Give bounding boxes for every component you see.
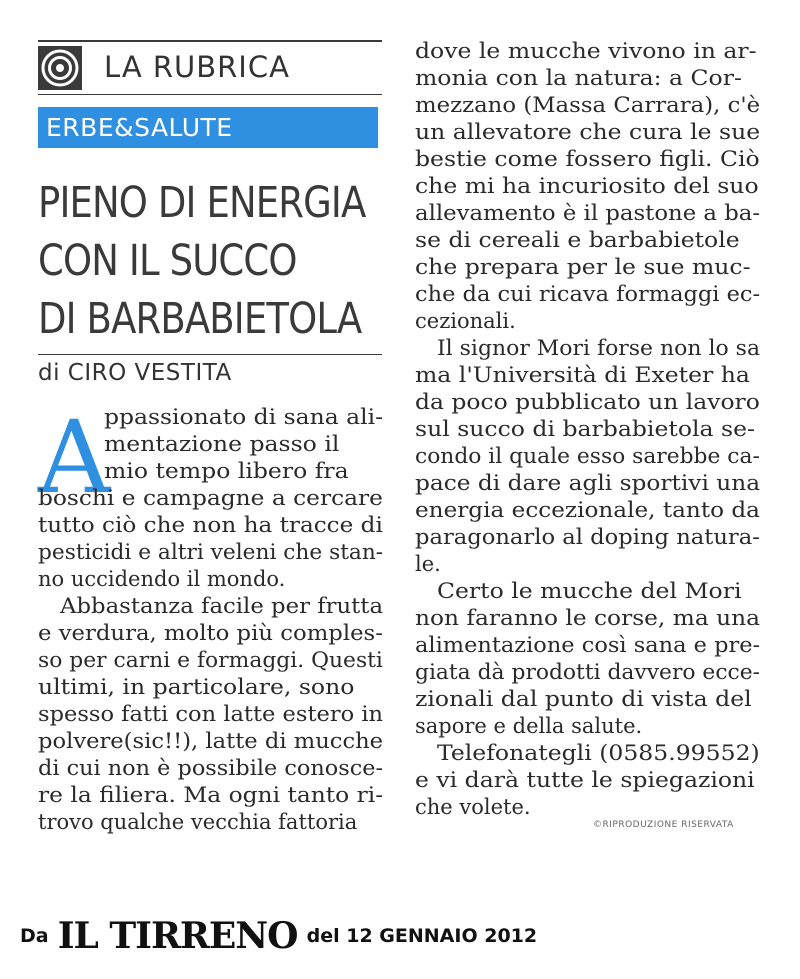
text-line-content: zionali dal punto di vista del	[415, 687, 752, 711]
text-line-content: mezzano (Massa Carrara), c'è	[415, 93, 761, 117]
text-line-content: dove le mucche vivono in ar-	[415, 39, 757, 63]
text-line	[415, 308, 760, 335]
source-footer	[20, 915, 537, 955]
footer-prefix: Da	[20, 925, 49, 947]
text-line-content: Telefonategli (0585.99552)	[437, 741, 760, 765]
text-line	[415, 767, 760, 794]
text-line-content: un allevatore che cura le sue	[415, 120, 761, 144]
text-line-content: non faranno le corse, ma una	[415, 606, 761, 630]
text-line	[415, 632, 760, 659]
text-line	[38, 809, 383, 836]
text-line-content: che da cui ricava formaggi ec-	[415, 282, 761, 306]
text-line-content: se di cereali e barbabietole	[415, 228, 740, 252]
text-line-content: spesso fatti con latte estero in	[38, 702, 384, 726]
text-line	[38, 566, 383, 593]
text-line	[415, 200, 760, 227]
text-line-content: pesticidi e altri veleni che stan-	[38, 540, 384, 564]
text-line	[415, 281, 760, 308]
text-line-content: giata dà prodotti davvero ecce-	[415, 660, 761, 684]
text-line-content: so per carni e formaggi. Questi	[38, 648, 383, 672]
text-line-content: ma l'Università di Exeter ha	[415, 363, 750, 387]
text-line	[38, 512, 383, 539]
text-line-content: pace di dare agli sportivi una	[415, 471, 761, 495]
text-line	[415, 524, 760, 551]
text-line	[38, 701, 383, 728]
text-line	[415, 173, 760, 200]
text-line	[415, 254, 760, 281]
text-line-content: mio tempo libero fra	[104, 459, 349, 483]
left-column	[38, 399, 384, 836]
text-line-content: ppassionato di sana ali-	[104, 405, 384, 429]
text-line-content: mentazione passo il	[104, 432, 340, 456]
text-line	[415, 146, 760, 173]
text-line-content: sapore e della salute.	[415, 714, 643, 738]
newspaper-name: IL TIRRENO	[57, 915, 298, 957]
text-line-content: allevamento è il pastone a ba-	[415, 201, 761, 225]
text-line	[415, 659, 760, 686]
text-line-content: polvere(sic!!), latte di mucche	[38, 729, 384, 753]
text-line-content: tutto ciò che non ha tracce di	[38, 513, 383, 537]
text-line	[38, 755, 383, 782]
text-line-content: trovo qualche vecchia fattoria	[38, 810, 358, 834]
headline-line: CON IL SUCCO	[38, 236, 297, 286]
text-line-content: di cui non è possibile conosce-	[38, 756, 384, 780]
footer-date: del 12 GENNAIO 2012	[306, 925, 538, 947]
text-line-content: da poco pubblicato un lavoro	[415, 390, 760, 414]
text-line	[415, 119, 760, 146]
text-line	[38, 782, 383, 809]
text-line-content: boschi e campagne a cercare	[38, 486, 383, 510]
text-line	[415, 227, 760, 254]
drop-cap: A	[38, 399, 111, 516]
text-line	[38, 728, 383, 755]
target-icon	[38, 46, 82, 90]
headline	[38, 174, 383, 348]
text-line	[38, 647, 383, 674]
text-line-content: e vi darà tutte le spiegazioni	[415, 768, 755, 792]
section-band	[38, 107, 378, 148]
text-line-content: condo il quale esso sarebbe ca-	[415, 444, 760, 468]
rubric-rule	[38, 94, 382, 95]
text-line	[415, 605, 760, 632]
text-line-content: Abbastanza facile per frutta	[60, 594, 384, 618]
text-line	[415, 794, 760, 821]
text-line	[38, 674, 383, 701]
text-line	[415, 578, 760, 605]
text-line	[415, 443, 760, 470]
text-line-content: alimentazione così sana e pre-	[415, 633, 761, 657]
text-line-content: sul succo di barbabietola se-	[415, 417, 755, 441]
text-line-content: ultimi, in particolare, sono	[38, 675, 355, 699]
text-line	[415, 335, 760, 362]
rubric-header	[38, 42, 382, 92]
copyright-credit: ©RIPRODUZIONE RISERVATA	[593, 820, 734, 830]
byline-rule	[38, 354, 382, 355]
section-label: ERBE&SALUTE	[46, 113, 233, 142]
text-line	[415, 497, 760, 524]
text-line-content: re la filiera. Ma ogni tanto ri-	[38, 783, 384, 807]
byline: di CIRO VESTITA	[38, 360, 232, 386]
text-line-content: monia con la natura: a Cor-	[415, 66, 742, 90]
text-line-content: cezionali.	[415, 309, 516, 333]
text-line	[415, 38, 760, 65]
text-line-content: Il signor Mori forse non lo sa	[437, 336, 761, 360]
headline-line: PIENO DI ENERGIA	[38, 178, 366, 228]
text-line-content: paragonarlo al doping natura-	[415, 525, 760, 549]
text-line-content: energia eccezionale, tanto da	[415, 498, 760, 522]
text-line-content: che mi ha incuriosito del suo	[415, 174, 759, 198]
text-line	[415, 551, 760, 578]
text-line	[415, 740, 760, 767]
text-line	[415, 713, 760, 740]
text-line	[415, 686, 760, 713]
text-line	[415, 416, 760, 443]
text-line-content: e verdura, molto più comples-	[38, 621, 383, 645]
text-line	[415, 362, 760, 389]
rubric-label: LA RUBRICA	[104, 50, 290, 84]
right-column	[415, 38, 760, 821]
text-line-content: le.	[415, 552, 441, 576]
text-line	[415, 92, 760, 119]
text-line	[415, 470, 760, 497]
text-line-content: bestie come fossero figli. Ciò	[415, 147, 760, 171]
text-line	[38, 539, 383, 566]
text-line	[415, 65, 760, 92]
text-line	[415, 389, 760, 416]
text-line-content: no uccidendo il mondo.	[38, 567, 286, 591]
text-line	[38, 620, 383, 647]
text-line-content: che prepara per le sue muc-	[415, 255, 751, 279]
headline-line: DI BARBABIETOLA	[38, 294, 362, 344]
text-line	[38, 593, 383, 620]
text-line	[38, 485, 383, 512]
text-line-content: che volete.	[415, 795, 531, 819]
text-line-content: Certo le mucche del Mori	[437, 579, 742, 603]
